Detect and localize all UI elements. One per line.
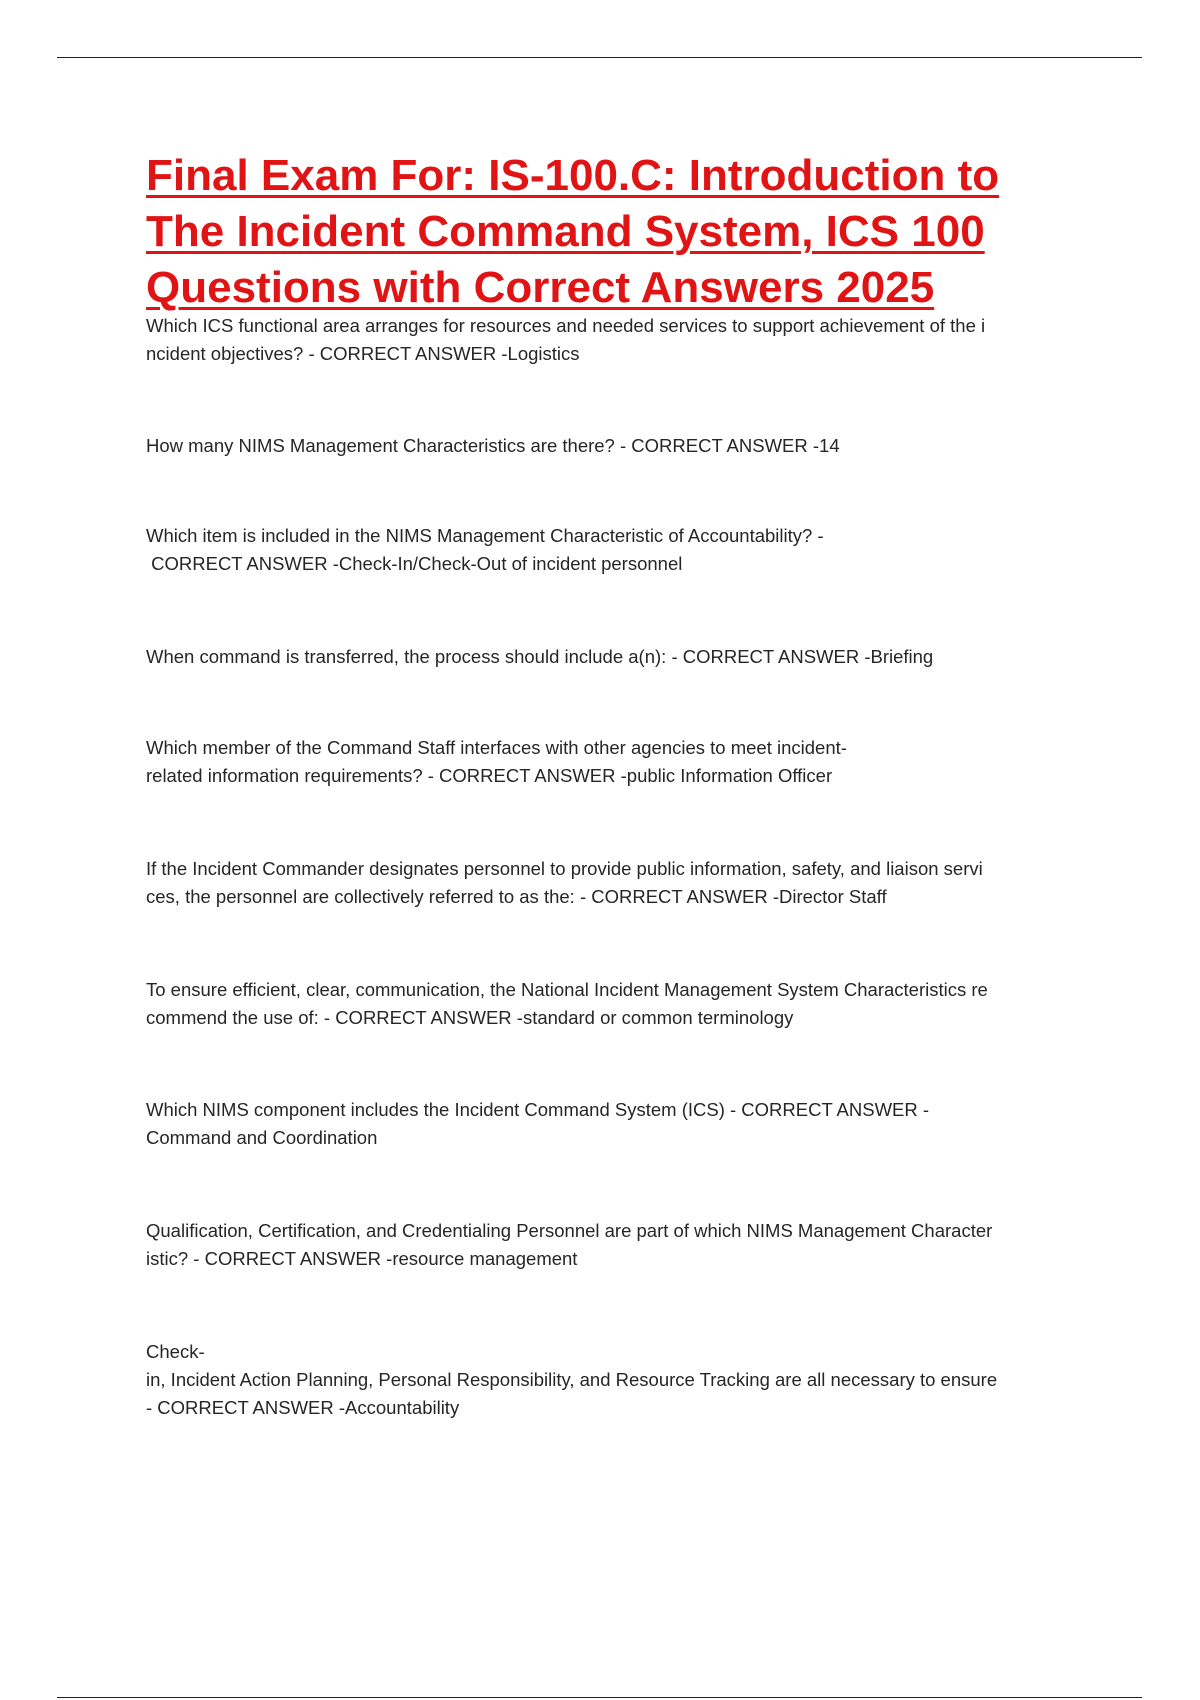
- question-item: Which NIMS component includes the Incident Command System (ICS) - CORRECT ANSWER - Command and Coordination: [146, 1099, 930, 1148]
- question-item: When command is transferred, the process should include a(n): - CORRECT ANSWER -Briefing: [146, 646, 934, 667]
- question-item: Which ICS functional area arranges for resources and needed services to support achievement of the i ncident objectives? - CORRECT ANSWER -Logistics: [146, 315, 986, 364]
- question-item: Check- in, Incident Action Planning, Personal Responsibility, and Resource Tracking are all necessary to ensure - CORRECT ANSWER -Accountability: [146, 1341, 998, 1418]
- title-line: Final Exam For: IS-100.C: Introduction to: [146, 151, 1000, 200]
- question-item: To ensure efficient, clear, communication, the National Incident Management System Characteristics re commend the use of: - CORRECT ANSWER -standard or common terminology: [146, 979, 988, 1028]
- question-item: Which item is included in the NIMS Management Characteristic of Accountability? - CORRECT ANSWER -Check-In/Check-Out of incident personnel: [146, 525, 824, 574]
- question-item: Qualification, Certification, and Credentialing Personnel are part of which NIMS Management Character istic? - CORRECT ANSWER -resource management: [146, 1220, 993, 1269]
- title-line: The Incident Command System, ICS 100: [146, 207, 985, 256]
- question-item: Which member of the Command Staff interfaces with other agencies to meet incident- related information requirements? - CORRECT ANSWER -public Information Officer: [146, 737, 847, 786]
- page-title: [146, 148, 1096, 316]
- bottom-rule: [57, 1697, 1142, 1698]
- title-line: Questions with Correct Answers 2025: [146, 263, 935, 312]
- question-item: How many NIMS Management Characteristics are there? - CORRECT ANSWER -14: [146, 435, 840, 456]
- question-item: If the Incident Commander designates personnel to provide public information, safety, and liaison servi ces, the personnel are collectively referred to as the: - CORRECT ANSWER -Director Staff: [146, 858, 983, 907]
- top-rule: [57, 57, 1142, 58]
